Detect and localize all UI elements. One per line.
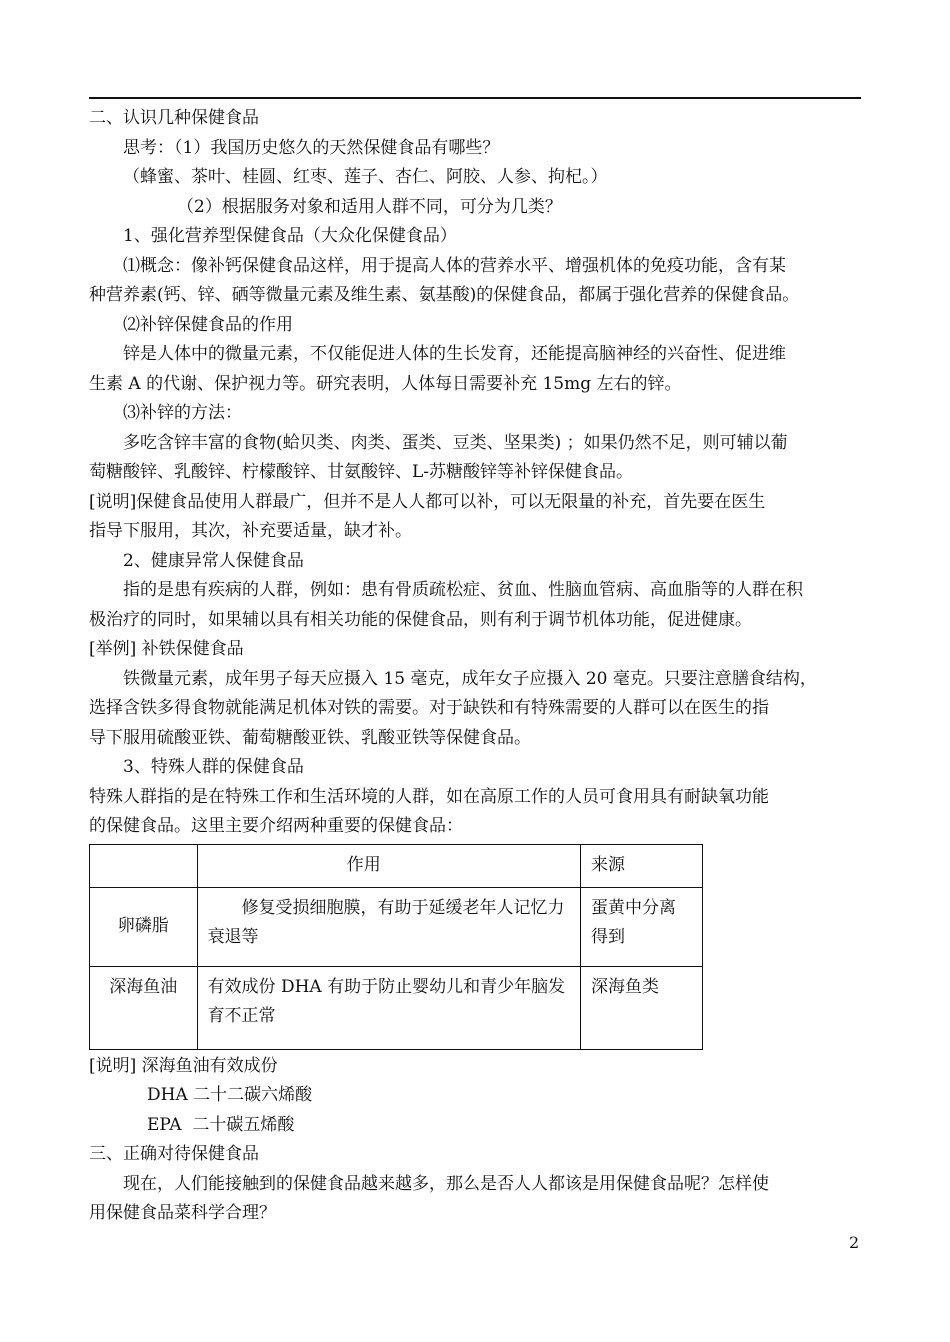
section3-para-line2: 用保健食品菜科学合理？ xyxy=(89,1203,276,1223)
section2-heading: 二、认识几种保健食品 xyxy=(89,108,259,128)
table-cell-effect: 修复受损细胞膜，有助于延缓老年人记忆力衰退等 xyxy=(197,887,580,966)
health-food-table xyxy=(89,844,703,1050)
table-header-cell xyxy=(90,844,198,887)
table-header-cell: 作用 xyxy=(197,844,580,887)
table-cell-name: 深海鱼油 xyxy=(90,966,198,1049)
cat1-concept-line1: ⑴概念：像补钙保健食品这样，用于提高人体的营养水平、增强机体的免疫功能，含有某 xyxy=(123,255,786,276)
table-cell-source: 蛋黄中分离得到 xyxy=(580,887,702,966)
fishoil-note-epa: EPA 二十碳五烯酸 xyxy=(147,1114,295,1135)
cat1-concept-line2: 种营养素(钙、锌、硒等微量元素及维生素、氨基酸)的保健食品，都属于强化营养的保健食品。 xyxy=(89,285,800,305)
cat2-example-title: [举例] 补铁保健食品 xyxy=(89,639,244,659)
cat1-note-line1: [说明]保健食品使用人群最广，但并不是人人都可以补，可以无限量的补充，首先要在医生 xyxy=(89,491,766,512)
iron-line2: 选择含铁多得食物就能满足机体对铁的需要。对于缺铁和有特殊需要的人群可以在医生的指 xyxy=(89,698,769,718)
method-title: ⑶补锌的方法： xyxy=(123,403,242,423)
cat3-desc-line2: 的保健食品。这里主要介绍两种重要的保健食品： xyxy=(89,816,463,836)
fishoil-note-dha: DHA 二十二碳六烯酸 xyxy=(147,1085,313,1105)
table-header-cell: 来源 xyxy=(580,844,702,887)
table-cell-name: 卵磷脂 xyxy=(90,887,198,966)
section3-para-line1: 现在，人们能接触到的保健食品越来越多，那么是否人人都该是用保健食品呢？怎样使 xyxy=(123,1173,769,1194)
zinc-line2: 生素 A 的代谢、保护视力等。研究表明，人体每日需要补充 15mg 左右的锌。 xyxy=(89,373,682,394)
cat2-desc-line2: 极治疗的同时，如果辅以具有相关功能的保健食品，则有利于调节机体功能，促进健康。 xyxy=(89,609,752,630)
document-body xyxy=(89,104,863,1229)
zinc-line1: 锌是人体中的微量元素，不仅能促进人体的生长发育，还能提高脑神经的兴奋性、促进维 xyxy=(123,344,786,364)
table-cell-source: 深海鱼类 xyxy=(580,966,702,1049)
cat2-title: 2、健康异常人保健食品 xyxy=(123,550,304,571)
method-line1: 多吃含锌丰富的食物(蛤贝类、肉类、蛋类、豆类、坚果类) ；如果仍然不足，则可辅以葡 xyxy=(123,432,788,453)
section3-heading: 三、正确对待保健食品 xyxy=(89,1144,259,1164)
zinc-title: ⑵补锌保健食品的作用 xyxy=(123,314,293,335)
iron-line1: 铁微量元素，成年男子每天应摄入 15 毫克，成年女子应摄入 20 毫克。只要注意膳食结构， xyxy=(123,668,817,689)
table-cell-effect: 有效成份 DHA 有助于防止婴幼儿和青少年脑发育不正常 xyxy=(197,966,580,1049)
fishoil-note-title: [说明] 深海鱼油有效成份 xyxy=(89,1055,278,1076)
cat1-title: 1、强化营养型保健食品（大众化保健食品） xyxy=(123,226,457,246)
cat2-desc-line1: 指的是患有疾病的人群，例如：患有骨质疏松症、贫血、性脑血管病、高血脂等的人群在积 xyxy=(123,580,803,600)
method-line2: 萄糖酸锌、乳酸锌、柠檬酸锌、甘氨酸锌、L-苏糖酸锌等补锌保健食品。 xyxy=(89,462,634,482)
cat1-note-line2: 指导下服用，其次，补充要适量，缺才补。 xyxy=(89,521,412,541)
think-answer-1: （蜂蜜、茶叶、桂圆、红枣、莲子、杏仁、阿胶、人参、拘杞。） xyxy=(123,167,608,187)
table-header-row xyxy=(90,844,703,887)
table-row xyxy=(90,966,703,1049)
cat3-title: 3、特殊人群的保健食品 xyxy=(123,757,304,777)
think-question-1: 思考：（1）我国历史悠久的天然保健食品有哪些？ xyxy=(123,137,500,158)
table-row xyxy=(90,887,703,966)
page-number: 2 xyxy=(849,1233,860,1252)
think-question-2: （2）根据服务对象和适用人群不同，可分为几类？ xyxy=(177,196,562,217)
header-rule xyxy=(89,97,861,99)
iron-line3: 导下服用硫酸亚铁、葡萄糖酸亚铁、乳酸亚铁等保健食品。 xyxy=(89,727,531,748)
cat3-desc-line1: 特殊人群指的是在特殊工作和生活环境的人群，如在高原工作的人员可食用具有耐缺氧功能 xyxy=(89,786,769,807)
